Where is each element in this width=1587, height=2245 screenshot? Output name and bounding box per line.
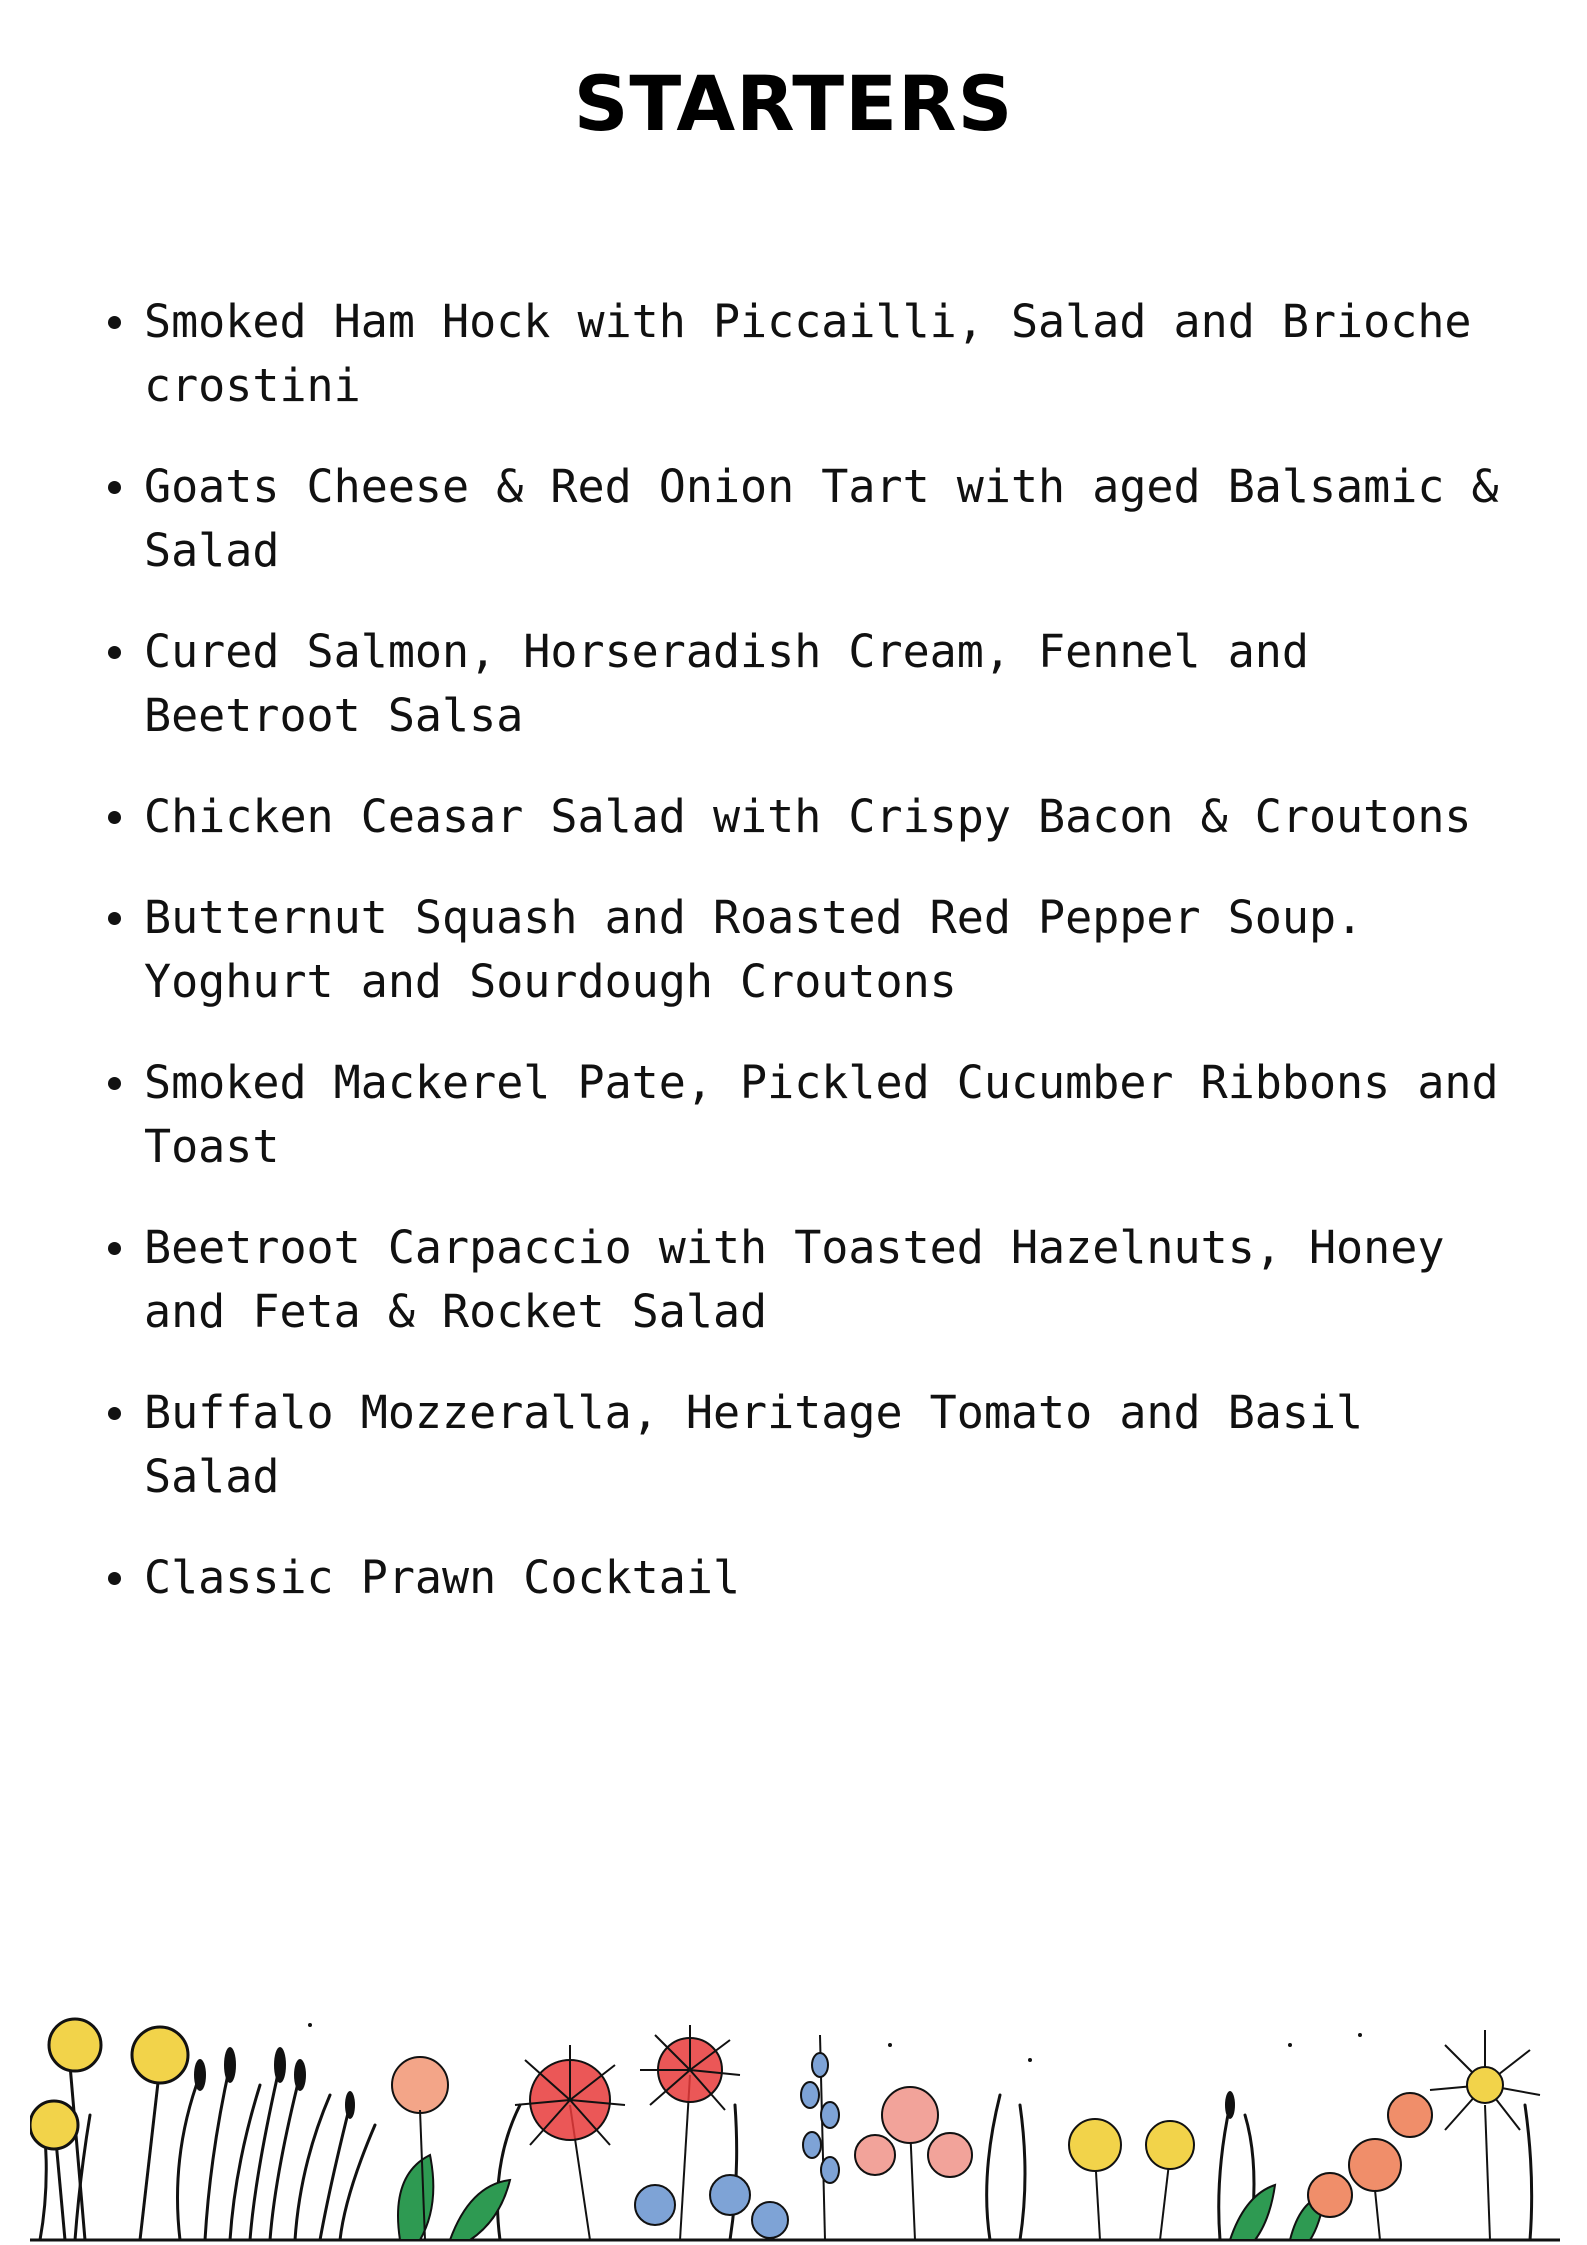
- starters-list: [100, 290, 1500, 1647]
- yellow-daisy-icon: [1069, 2067, 1503, 2240]
- list-item: Cured Salmon, Horseradish Cream, Fennel and Beetroot Salsa: [100, 620, 1500, 748]
- list-item: Beetroot Carpaccio with Toasted Hazelnuts, Honey and Feta & Rocket Salad: [100, 1216, 1500, 1344]
- blue-lupin-icon: [801, 2035, 839, 2240]
- wildflower-meadow-illustration: [30, 2005, 1560, 2245]
- list-item: Buffalo Mozzeralla, Heritage Tomato and Basil Salad: [100, 1381, 1500, 1509]
- pink-flower-icon: [855, 2087, 1432, 2240]
- ink-speckle-icon: [308, 2023, 1362, 2062]
- list-item: Butternut Squash and Roasted Red Pepper Soup. Yoghurt and Sourdough Croutons: [100, 886, 1500, 1014]
- list-item: Smoked Ham Hock with Piccailli, Salad and Brioche crostini: [100, 290, 1500, 418]
- yellow-flower-icon: [30, 2019, 188, 2240]
- list-item: Chicken Ceasar Salad with Crispy Bacon & Croutons: [100, 785, 1500, 849]
- page-title: STARTERS: [573, 59, 1014, 148]
- blue-flower-icon: [635, 2175, 788, 2238]
- list-item: Goats Cheese & Red Onion Tart with aged Balsamic & Salad: [100, 455, 1500, 583]
- list-item: Classic Prawn Cocktail: [100, 1546, 1500, 1610]
- list-item: Smoked Mackerel Pate, Pickled Cucumber Ribbons and Toast: [100, 1051, 1500, 1179]
